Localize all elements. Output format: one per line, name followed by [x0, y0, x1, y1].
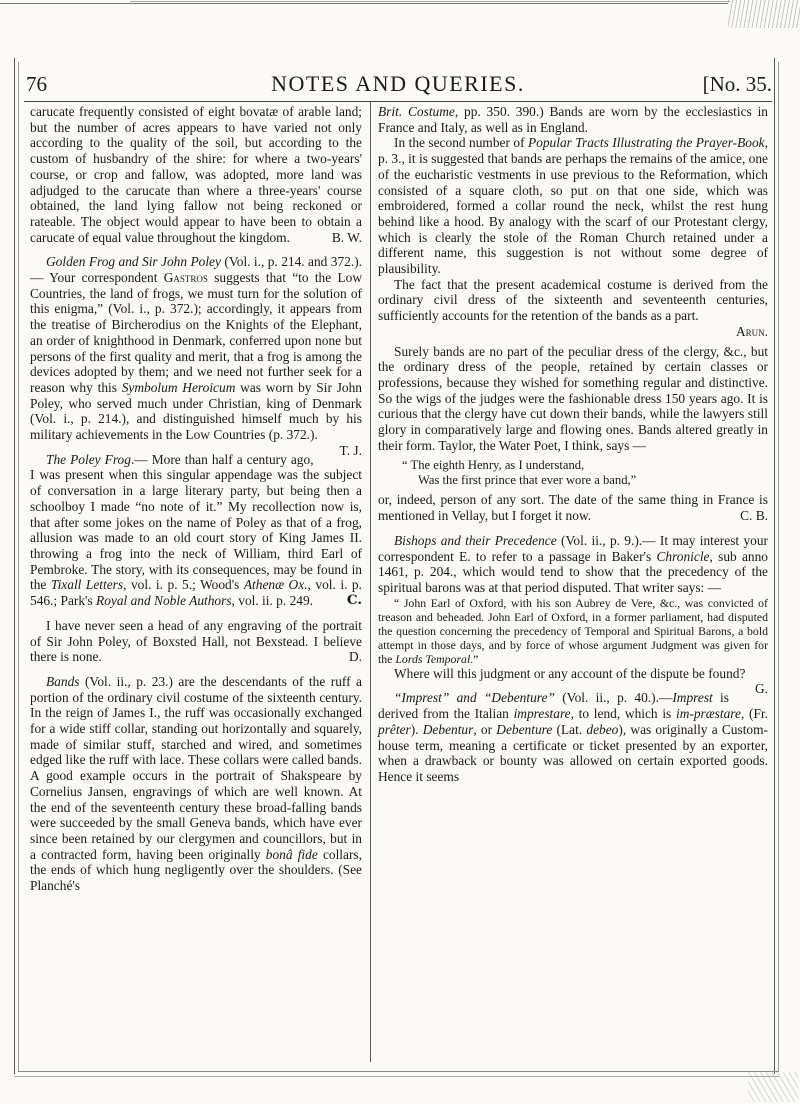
signature: T. J.: [339, 442, 362, 458]
paragraph-text: ).: [410, 721, 423, 737]
left-column: [30, 104, 362, 894]
signature: B. W.: [331, 229, 362, 245]
page-number: 76: [26, 72, 47, 96]
article-title: Bishops and their Precedence: [394, 532, 557, 548]
italic-text: im-præstare: [675, 706, 741, 722]
page-frame-right-inner: [778, 62, 779, 1072]
golden-frog-article: [30, 254, 363, 458]
top-edge-rule: [0, 3, 728, 4]
paragraph-text: Where will this judgment or any account of the dispute be found?: [394, 665, 746, 681]
column-divider: [370, 102, 371, 1062]
baker-chronicle-quote: [378, 596, 768, 666]
paragraph-text: In the second number of: [394, 135, 528, 151]
paragraph-text: ), was originally a Custom-house term, meaning a certificate or ticket presented by an exporter, when a drawback or bounty was allowed on certain exported goods. Hence it seems: [378, 721, 768, 784]
italic-text: debeo: [586, 721, 619, 737]
carucate-paragraph: [30, 104, 362, 245]
verse-line: Was the first prince that ever wore a band,”: [418, 473, 637, 488]
italic-text: Debentur: [422, 721, 474, 737]
paragraph-text: or, indeed, person of any sort. The date of the same thing in France is mentioned in Vellay, but I forget it now.: [378, 492, 768, 524]
paragraph-text: , sub anno 1461, p. 204., which would tend to show that the precedency of the spiritual barons was at that period disputed. That writer says: —: [378, 548, 769, 595]
poley-frog-article: [30, 452, 362, 609]
italic-text: Chronicle: [656, 548, 710, 564]
signature: C. B.: [740, 508, 768, 524]
paragraph-text: suggests that “to the Low Countries, the land of frogs, we must turn for the solution of this enigma,” (Vol. i., p. 372.); accordingly, it appears from the treatise of Bircherodius on the Knights of the Elephant, an order of knighthood in Denmark, conferred upon none but persons of the first quality and merit, that a frog is among the devices adopted by them; and we need not further seek for a reason why this: [30, 270, 362, 395]
paragraph-text: , pp. 350. 390.) Bands are worn by the ecclesiastics in France and Italy, as well as in England.: [378, 104, 768, 135]
italic-text: Popular Tracts Illustrating the Prayer-Book: [527, 135, 765, 151]
article-title: “Imprest”: [394, 690, 450, 706]
article-title: Golden Frog and Sir John Poley: [46, 254, 221, 270]
running-title: NOTES AND QUERIES.: [271, 71, 525, 96]
paragraph-text: .— More than half a century ago, I was present when this singular appendage was the subject of conversation in a large literary party, but being then a schoolboy I made “no note of it.” My recollection now is, that after some jokes on the name of Poley as that of a frog, allusion was made to an old court story of King James II. throwing a frog into the neck of William, third Earl of Pembroke. The story, with its consequences, may be found in the: [30, 451, 362, 593]
article-title: Bands: [46, 673, 80, 689]
page-corner-wear: [728, 0, 800, 28]
bottom-corner-wear: [748, 1072, 798, 1102]
italic-text: Imprest: [672, 690, 713, 706]
paragraph-text: , vol. i. p. 546.; Park's: [30, 577, 362, 609]
italic-text: Royal and Noble Authors: [96, 593, 232, 609]
judgment-query-paragraph: [378, 665, 768, 697]
verse-quotation: [378, 458, 768, 488]
italic-text: Athenæ Ox.: [243, 577, 308, 593]
quote-text: .”: [470, 651, 479, 666]
italic-text: imprestare: [513, 706, 571, 722]
vellay-paragraph: [378, 492, 768, 523]
page-frame-left-inner: [18, 62, 19, 1072]
signature-line: [378, 324, 768, 340]
italic-text: Brit. Costume: [378, 104, 455, 119]
paragraph-text: was worn by Sir John Poley, who served much under Christian, king of Denmark (Vol. i., p. 214.), and distinguished himself much by his military achievements in the Low Countries (p. 372.).: [30, 379, 362, 443]
page-header: [24, 68, 772, 98]
article-title: “Debenture”: [483, 690, 555, 706]
popular-tracts-paragraph: [378, 135, 768, 276]
bands-article: [30, 674, 362, 894]
paragraph-text: , or: [473, 721, 497, 737]
page-frame-bottom-outer: [14, 1076, 779, 1077]
correspondent-name: Gastros: [163, 270, 208, 286]
signature: D.: [348, 649, 362, 665]
article-title: The Poley Frog: [46, 451, 131, 467]
paragraph-text: , to lend, which is: [570, 706, 676, 722]
paragraph-text: carucate frequently consisted of eight bovatæ of arable land; but the number of acres appears to have varied not only according to the quality of the soil, but according to the custom of husbandry of the shire: for where a two-years' course, or crop and fallow, was adopted, more land was adjudged to the carucate than where a three-years' course obtained, the land lying fallow not being reckoned or rateable. The object would appear to have been to obtain a carucate of equal value throughout the kingdom.: [30, 104, 362, 245]
paragraph-text: , (Fr.: [740, 706, 768, 722]
right-column: [378, 104, 768, 785]
academical-costume-paragraph: [378, 277, 768, 324]
paragraph-text: (Vol. ii., p. 23.) are the descendants of the ruff a portion of the ordinary civil costume of the sixteenth century. In the reign of James I., the ruff was occasionally exchanged for a wide stiff collar, standing out horizontally and squarely, made of similar stuff, starched and wired, and sometimes edged like the ruff with lace. These collars were called bands. A good example occurs in the portrait of Shakspeare by Cornelius Jansen, engravings of which are well known. At the end of the seventeenth century these broad-falling bands were succeeded by the small Geneva bands, which have ever since been retained by our clergymen and councillors, but in a contracted form, having been originally: [30, 673, 362, 862]
paragraph-text: The fact that the present academical costume is derived from the ordinary civil dress of the sixteenth and seventeenth centuries, sufficiently accounts for the retention of the bands as a part.: [378, 276, 768, 324]
signature: Arun.: [735, 323, 768, 339]
verse-line: “ The eighth Henry, as I understand,: [402, 458, 585, 473]
paragraph-text: , p. 3., it is suggested that bands are perhaps the remains of the amice, one of the eucharistic vestments in use previous to the Reformation, which consisted of a square cloth, so put on that one side, which was embroidered, formed a collar round the neck, whilst the rest hung behind like a hood. By analogy with the scarf of our Protestant clergy, which is clearly the stole of the Roman Church retained under a different name, this suggestion is not without some degree of plausibility.: [378, 135, 768, 277]
paragraph-text: (Vol. ii., p. 40.).—: [554, 690, 673, 706]
engraving-paragraph: [30, 618, 362, 665]
page-frame-bottom: [18, 1071, 778, 1072]
paragraph-text: (Lat.: [552, 721, 587, 737]
paragraph-text: Surely bands are no part of the peculiar dress of the clergy, &c., but the ordinary dress of the people, retained by certain classes or professions, because they wished for something regular and distinctive. So the wigs of the judges were the fashionable dress 150 years ago. It is curious that the clergy have cut down their bands, while the lawyers still glory in comparatively large and flowing ones. Bands altered greatly in their form. Taylor, the Water Poet, I think, says —: [378, 343, 768, 453]
italic-text: and: [449, 690, 484, 706]
issue-number: [No. 35.: [702, 72, 772, 96]
bands-continuation: [378, 104, 768, 135]
page-frame-left: [14, 58, 15, 1074]
paragraph-text: , vol. ii. p. 249.: [231, 593, 314, 609]
italic-text: Lords Temporal: [395, 651, 471, 666]
signature: G.: [754, 681, 768, 697]
page-frame-right: [774, 58, 775, 1074]
signature: C.: [346, 592, 362, 609]
top-edge-rule-faint: [130, 1, 730, 2]
paragraph-text: collars, the ends of which hung negligently over the shoulders. (See Planché's: [30, 846, 362, 894]
header-rule: [24, 101, 772, 102]
italic-text: Debenture: [496, 721, 553, 737]
imprest-debenture-article: [378, 690, 768, 784]
surely-bands-paragraph: [378, 344, 768, 454]
italic-text: prêter: [378, 721, 411, 737]
bishops-precedence-article: [378, 533, 768, 596]
italic-text: Tixall Letters: [50, 577, 124, 593]
italic-text: Symbolum Heroicum: [121, 379, 236, 395]
paragraph-text: (Vol. ii., p. 9.).— It may interest your correspondent E. to refer to a passage in Baker's: [378, 532, 768, 564]
quote-text: “ John Earl of Oxford, with his son Aubrey de Vere, &c., was convicted of treason and beheaded. John Earl of Oxford, in a former parliament, had disputed the question concerning the precedency of Temporal and Spiritual Barons, a bold attempt in those days, and by force of whose argument Judgment was given for the: [378, 595, 768, 666]
italic-text: bonâ fide: [265, 846, 318, 862]
paragraph-text: I have never seen a head of any engraving of the portrait of Sir John Poley, of Boxsted Hall, not Bexstead. I believe there is none.: [30, 617, 362, 665]
paragraph-text: is derived from the Italian: [378, 690, 729, 722]
paragraph-text: , vol. i. p. 5.; Wood's: [123, 577, 244, 593]
paragraph-text: (Vol. i., p. 214. and 372.).— Your correspondent: [30, 254, 363, 286]
